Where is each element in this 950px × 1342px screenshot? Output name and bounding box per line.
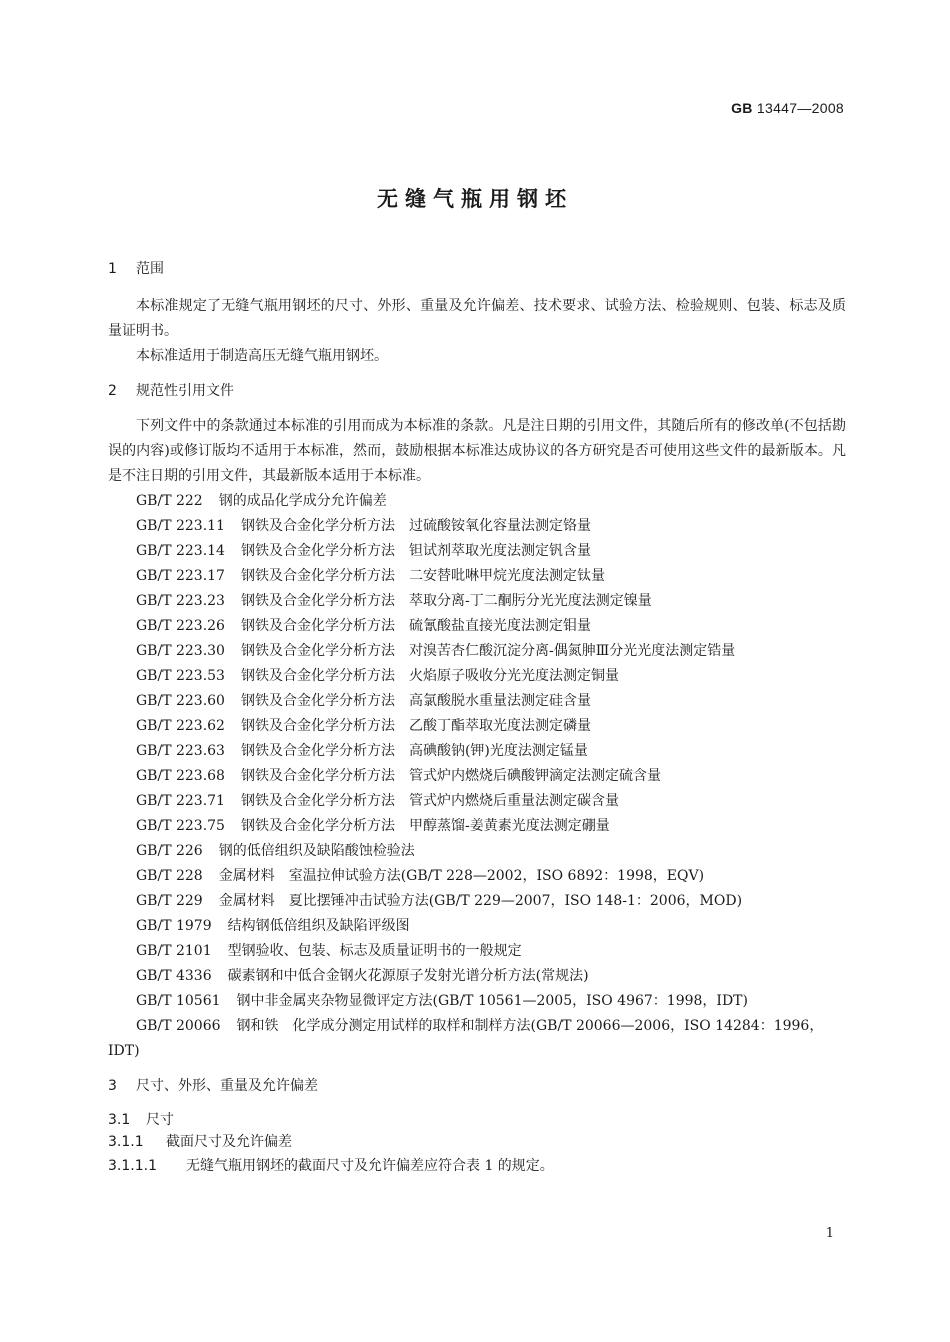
section-2-heading	[108, 381, 846, 401]
references-intro: 下列文件中的条款通过本标准的引用而成为本标准的条款。凡是注日期的引用文件，其随后所有的修改单(不包括勘误的内容)或修订版均不适用于本标准，然而，鼓励根据本标准达成协议的各方研究是否可使用这些文件的最新版本。凡是不注日期的引用文件，其最新版本适用于本标准。	[108, 418, 846, 484]
reference-code: GB/T 228	[136, 868, 203, 884]
section-title: 规范性引用文件	[136, 383, 234, 399]
reference-item	[108, 889, 846, 914]
reference-code: GB/T 223.53	[136, 668, 225, 684]
reference-title: 钢的成品化学成分允许偏差	[218, 493, 387, 509]
section-number: 3.1.1	[108, 1134, 144, 1150]
reference-item	[108, 989, 846, 1014]
reference-code: GB/T 223.17	[136, 568, 225, 584]
reference-item	[108, 714, 846, 739]
reference-code: GB/T 4336	[136, 968, 212, 984]
standard-prefix: GB	[731, 100, 753, 116]
reference-item	[108, 639, 846, 664]
reference-title: 钢铁及合金化学分析方法 过硫酸铵氧化容量法测定铬量	[240, 518, 591, 534]
reference-code: GB/T 20066	[136, 1018, 221, 1034]
clause-number: 3.1.1.1	[108, 1158, 157, 1174]
clause-3-1-1-1	[108, 1154, 846, 1179]
reference-item	[108, 814, 846, 839]
document-body	[108, 259, 846, 1179]
reference-code: GB/T 223.60	[136, 693, 225, 709]
scope-paragraph-2: 本标准适用于制造高压无缝气瓶用钢坯。	[136, 348, 388, 364]
reference-code: GB/T 223.62	[136, 718, 225, 734]
reference-item	[108, 614, 846, 639]
reference-title: 钢铁及合金化学分析方法 乙酸丁酯萃取光度法测定磷量	[240, 718, 591, 734]
reference-title: 钢铁及合金化学分析方法 对溴苦杏仁酸沉淀分离-偶氮胂Ⅲ分光光度法测定锆量	[240, 643, 736, 659]
section-number: 3.1	[108, 1112, 131, 1128]
clause-text: 无缝气瓶用钢坯的截面尺寸及允许偏差应符合表 1 的规定。	[186, 1158, 554, 1174]
section-3-1-1-heading	[108, 1132, 846, 1152]
reference-title: 钢和铁 化学成分测定用试样的取样和制样方法(GB/T 20066—2006，ISO 14284：1996，IDT)	[108, 1018, 824, 1059]
reference-code: GB/T 222	[136, 493, 203, 509]
reference-code: GB/T 229	[136, 893, 203, 909]
reference-title: 型钢验收、包装、标志及质量证明书的一般规定	[227, 943, 522, 959]
reference-code: GB/T 223.26	[136, 618, 225, 634]
reference-code: GB/T 223.30	[136, 643, 225, 659]
reference-title: 钢铁及合金化学分析方法 钽试剂萃取光度法测定钒含量	[240, 543, 591, 559]
section-number: 1	[108, 261, 117, 277]
reference-code: GB/T 226	[136, 843, 203, 859]
reference-code: GB/T 10561	[136, 993, 221, 1009]
reference-item	[108, 589, 846, 614]
reference-code: GB/T 223.75	[136, 818, 225, 834]
reference-code: GB/T 1979	[136, 918, 212, 934]
reference-item	[108, 664, 846, 689]
reference-title: 钢的低倍组织及缺陷酸蚀检验法	[218, 843, 415, 859]
reference-item	[108, 914, 846, 939]
reference-item	[108, 489, 846, 514]
reference-title: 钢铁及合金化学分析方法 二安替吡啉甲烷光度法测定钛量	[240, 568, 605, 584]
reference-code: GB/T 223.23	[136, 593, 225, 609]
reference-title: 钢铁及合金化学分析方法 高碘酸钠(钾)光度法测定锰量	[240, 743, 588, 759]
reference-code: GB/T 2101	[136, 943, 212, 959]
reference-item	[108, 939, 846, 964]
reference-title: 钢铁及合金化学分析方法 萃取分离-丁二酮肟分光光度法测定镍量	[240, 593, 652, 609]
reference-item	[108, 764, 846, 789]
reference-title: 钢铁及合金化学分析方法 火焰原子吸收分光光度法测定铜量	[240, 668, 619, 684]
reference-title: 金属材料 室温拉伸试验方法(GB/T 228—2002，ISO 6892：1998，EQV)	[218, 868, 705, 884]
reference-code: GB/T 223.71	[136, 793, 225, 809]
reference-title: 结构钢低倍组织及缺陷评级图	[227, 918, 410, 934]
section-3-1-heading	[108, 1110, 846, 1130]
reference-title: 钢铁及合金化学分析方法 甲醇蒸馏-姜黄素光度法测定硼量	[240, 818, 610, 834]
reference-item	[108, 789, 846, 814]
reference-title: 钢铁及合金化学分析方法 硫氰酸盐直接光度法测定钼量	[240, 618, 591, 634]
section-title: 截面尺寸及允许偏差	[166, 1134, 292, 1150]
reference-title: 钢铁及合金化学分析方法 管式炉内燃烧后重量法测定碳含量	[240, 793, 619, 809]
scope-paragraph-1: 本标准规定了无缝气瓶用钢坯的尺寸、外形、重量及允许偏差、技术要求、试验方法、检验规则、包装、标志及质量证明书。	[108, 298, 846, 339]
reference-title: 金属材料 夏比摆锤冲击试验方法(GB/T 229—2007，ISO 148-1：2006，MOD)	[218, 893, 743, 909]
reference-item	[108, 539, 846, 564]
section-title: 尺寸、外形、重量及允许偏差	[136, 1078, 318, 1094]
reference-item	[108, 689, 846, 714]
standard-number: 13447—2008	[756, 100, 844, 116]
reference-item	[108, 864, 846, 889]
reference-code: GB/T 223.14	[136, 543, 225, 559]
section-title: 范围	[136, 261, 164, 277]
section-3-heading	[108, 1076, 846, 1096]
page-number: 1	[825, 1226, 834, 1241]
section-title: 尺寸	[146, 1112, 174, 1128]
reference-title: 钢铁及合金化学分析方法 管式炉内燃烧后碘酸钾滴定法测定硫含量	[240, 768, 661, 784]
reference-item	[108, 1014, 846, 1064]
standard-code	[731, 100, 844, 116]
reference-title: 钢中非金属夹杂物显微评定方法(GB/T 10561—2005，ISO 4967：1998，IDT)	[236, 993, 748, 1009]
reference-title: 碳素钢和中低合金钢火花源原子发射光谱分析方法(常规法)	[227, 968, 589, 984]
section-1-heading	[108, 259, 846, 279]
reference-item	[108, 564, 846, 589]
reference-code: GB/T 223.63	[136, 743, 225, 759]
reference-item	[108, 514, 846, 539]
reference-list	[108, 489, 846, 1064]
reference-code: GB/T 223.68	[136, 768, 225, 784]
reference-item	[108, 739, 846, 764]
document-title: 无缝气瓶用钢坯	[377, 187, 573, 211]
reference-code: GB/T 223.11	[136, 518, 225, 534]
section-number: 3	[108, 1078, 117, 1094]
section-number: 2	[108, 383, 117, 399]
reference-item	[108, 839, 846, 864]
reference-title: 钢铁及合金化学分析方法 高氯酸脱水重量法测定硅含量	[240, 693, 591, 709]
reference-item	[108, 964, 846, 989]
